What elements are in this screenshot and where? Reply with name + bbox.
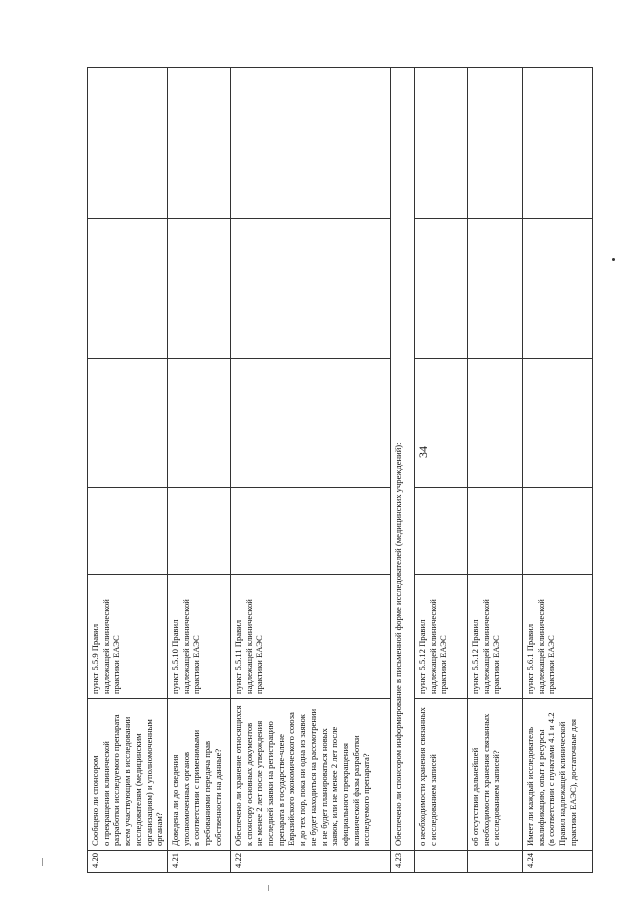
reference-text: пункт 5.5.11 Правил надлежащей клинической практики ЕАЭС — [230, 575, 390, 699]
empty-cell — [230, 68, 390, 219]
empty-cell — [414, 359, 467, 488]
question-text: Доведена ли до сведения уполномоченных органов в соответствии с применимыми требованиями передача прав собственности на данные? — [167, 699, 230, 851]
reference-text: пункт 5.6.1 Правил надлежащей клинической практики ЕАЭС — [522, 575, 592, 699]
empty-cell — [88, 219, 168, 359]
table-row — [88, 68, 168, 873]
empty-cell — [167, 488, 230, 575]
empty-cell — [414, 488, 467, 575]
empty-cell — [167, 219, 230, 359]
empty-cell — [467, 359, 522, 488]
checklist-table — [87, 67, 593, 873]
scan-speck — [612, 258, 615, 261]
scan-mark — [42, 858, 43, 866]
empty-cell — [467, 219, 522, 359]
page-number: 34 — [416, 446, 430, 458]
question-text: об отсутствии дальнейшей необходимости хранения связанных с исследованием записей? — [467, 699, 522, 851]
table-row — [414, 68, 467, 873]
empty-cell — [88, 68, 168, 219]
question-text: Сообщено ли спонсором о прекращении клинической разработки исследуемого препарата всем участвующим в исследовании исследователям (медицинским организациям) и уполномоченным органам? — [88, 699, 168, 851]
empty-cell — [230, 359, 390, 488]
table-row — [167, 68, 230, 873]
table-row — [230, 68, 390, 873]
row-number: 4.21 — [167, 851, 230, 873]
empty-cell — [522, 488, 592, 575]
empty-cell — [167, 359, 230, 488]
empty-cell — [88, 359, 168, 488]
empty-cell — [467, 488, 522, 575]
reference-text: пункт 5.5.12 Правил надлежащей клинической практики ЕАЭС — [467, 575, 522, 699]
empty-cell — [230, 219, 390, 359]
empty-cell — [522, 359, 592, 488]
empty-cell — [522, 219, 592, 359]
table-row — [467, 68, 522, 873]
row-number — [414, 851, 467, 873]
empty-cell — [414, 68, 467, 219]
row-number: 4.20 — [88, 851, 168, 873]
empty-cell — [414, 219, 467, 359]
table-row — [522, 68, 592, 873]
row-number: 4.24 — [522, 851, 592, 873]
reference-text: пункт 5.5.9 Правил надлежащей клинической практики ЕАЭС — [88, 575, 168, 699]
question-text: Имеет ли каждый исследователь квалификацию, опыт и ресурсы (в соответствии с пунктами 4.1 и 4.2 Правил надлежащей клинической практики ЕАЭС), достаточные для — [522, 699, 592, 851]
question-text: Обеспечено ли хранение относящихся к спонсору основных документов не менее 2 лет после утверждения последней заявки на регистрацию препарата в государстве-члене Евразийского экономического союза и до тех пор, пока ни одна из заявок не будет находиться на рассмотрении и не будет планироваться новых заявок, или не менее 2 лет после официального прекращения клинической фазы разработки исследуемого препарата? — [230, 699, 390, 851]
empty-cell — [167, 68, 230, 219]
row-number — [467, 851, 522, 873]
reference-text: пункт 5.5.12 Правил надлежащей клинической практики ЕАЭС — [414, 575, 467, 699]
scan-mark — [268, 885, 269, 891]
empty-cell — [467, 68, 522, 219]
reference-text: пункт 5.5.10 Правил надлежащей клинической практики ЕАЭС — [167, 575, 230, 699]
section-row — [390, 68, 414, 873]
empty-cell — [522, 68, 592, 219]
empty-cell — [88, 488, 168, 575]
question-text: о необходимости хранения связанных с исследованием записей — [414, 699, 467, 851]
empty-cell — [230, 488, 390, 575]
row-number: 4.22 — [230, 851, 390, 873]
section-heading: Обеспечено ли спонсором информирование в письменной форме исследователей (медицинских учреждений): — [390, 68, 414, 851]
row-number: 4.23 — [390, 851, 414, 873]
